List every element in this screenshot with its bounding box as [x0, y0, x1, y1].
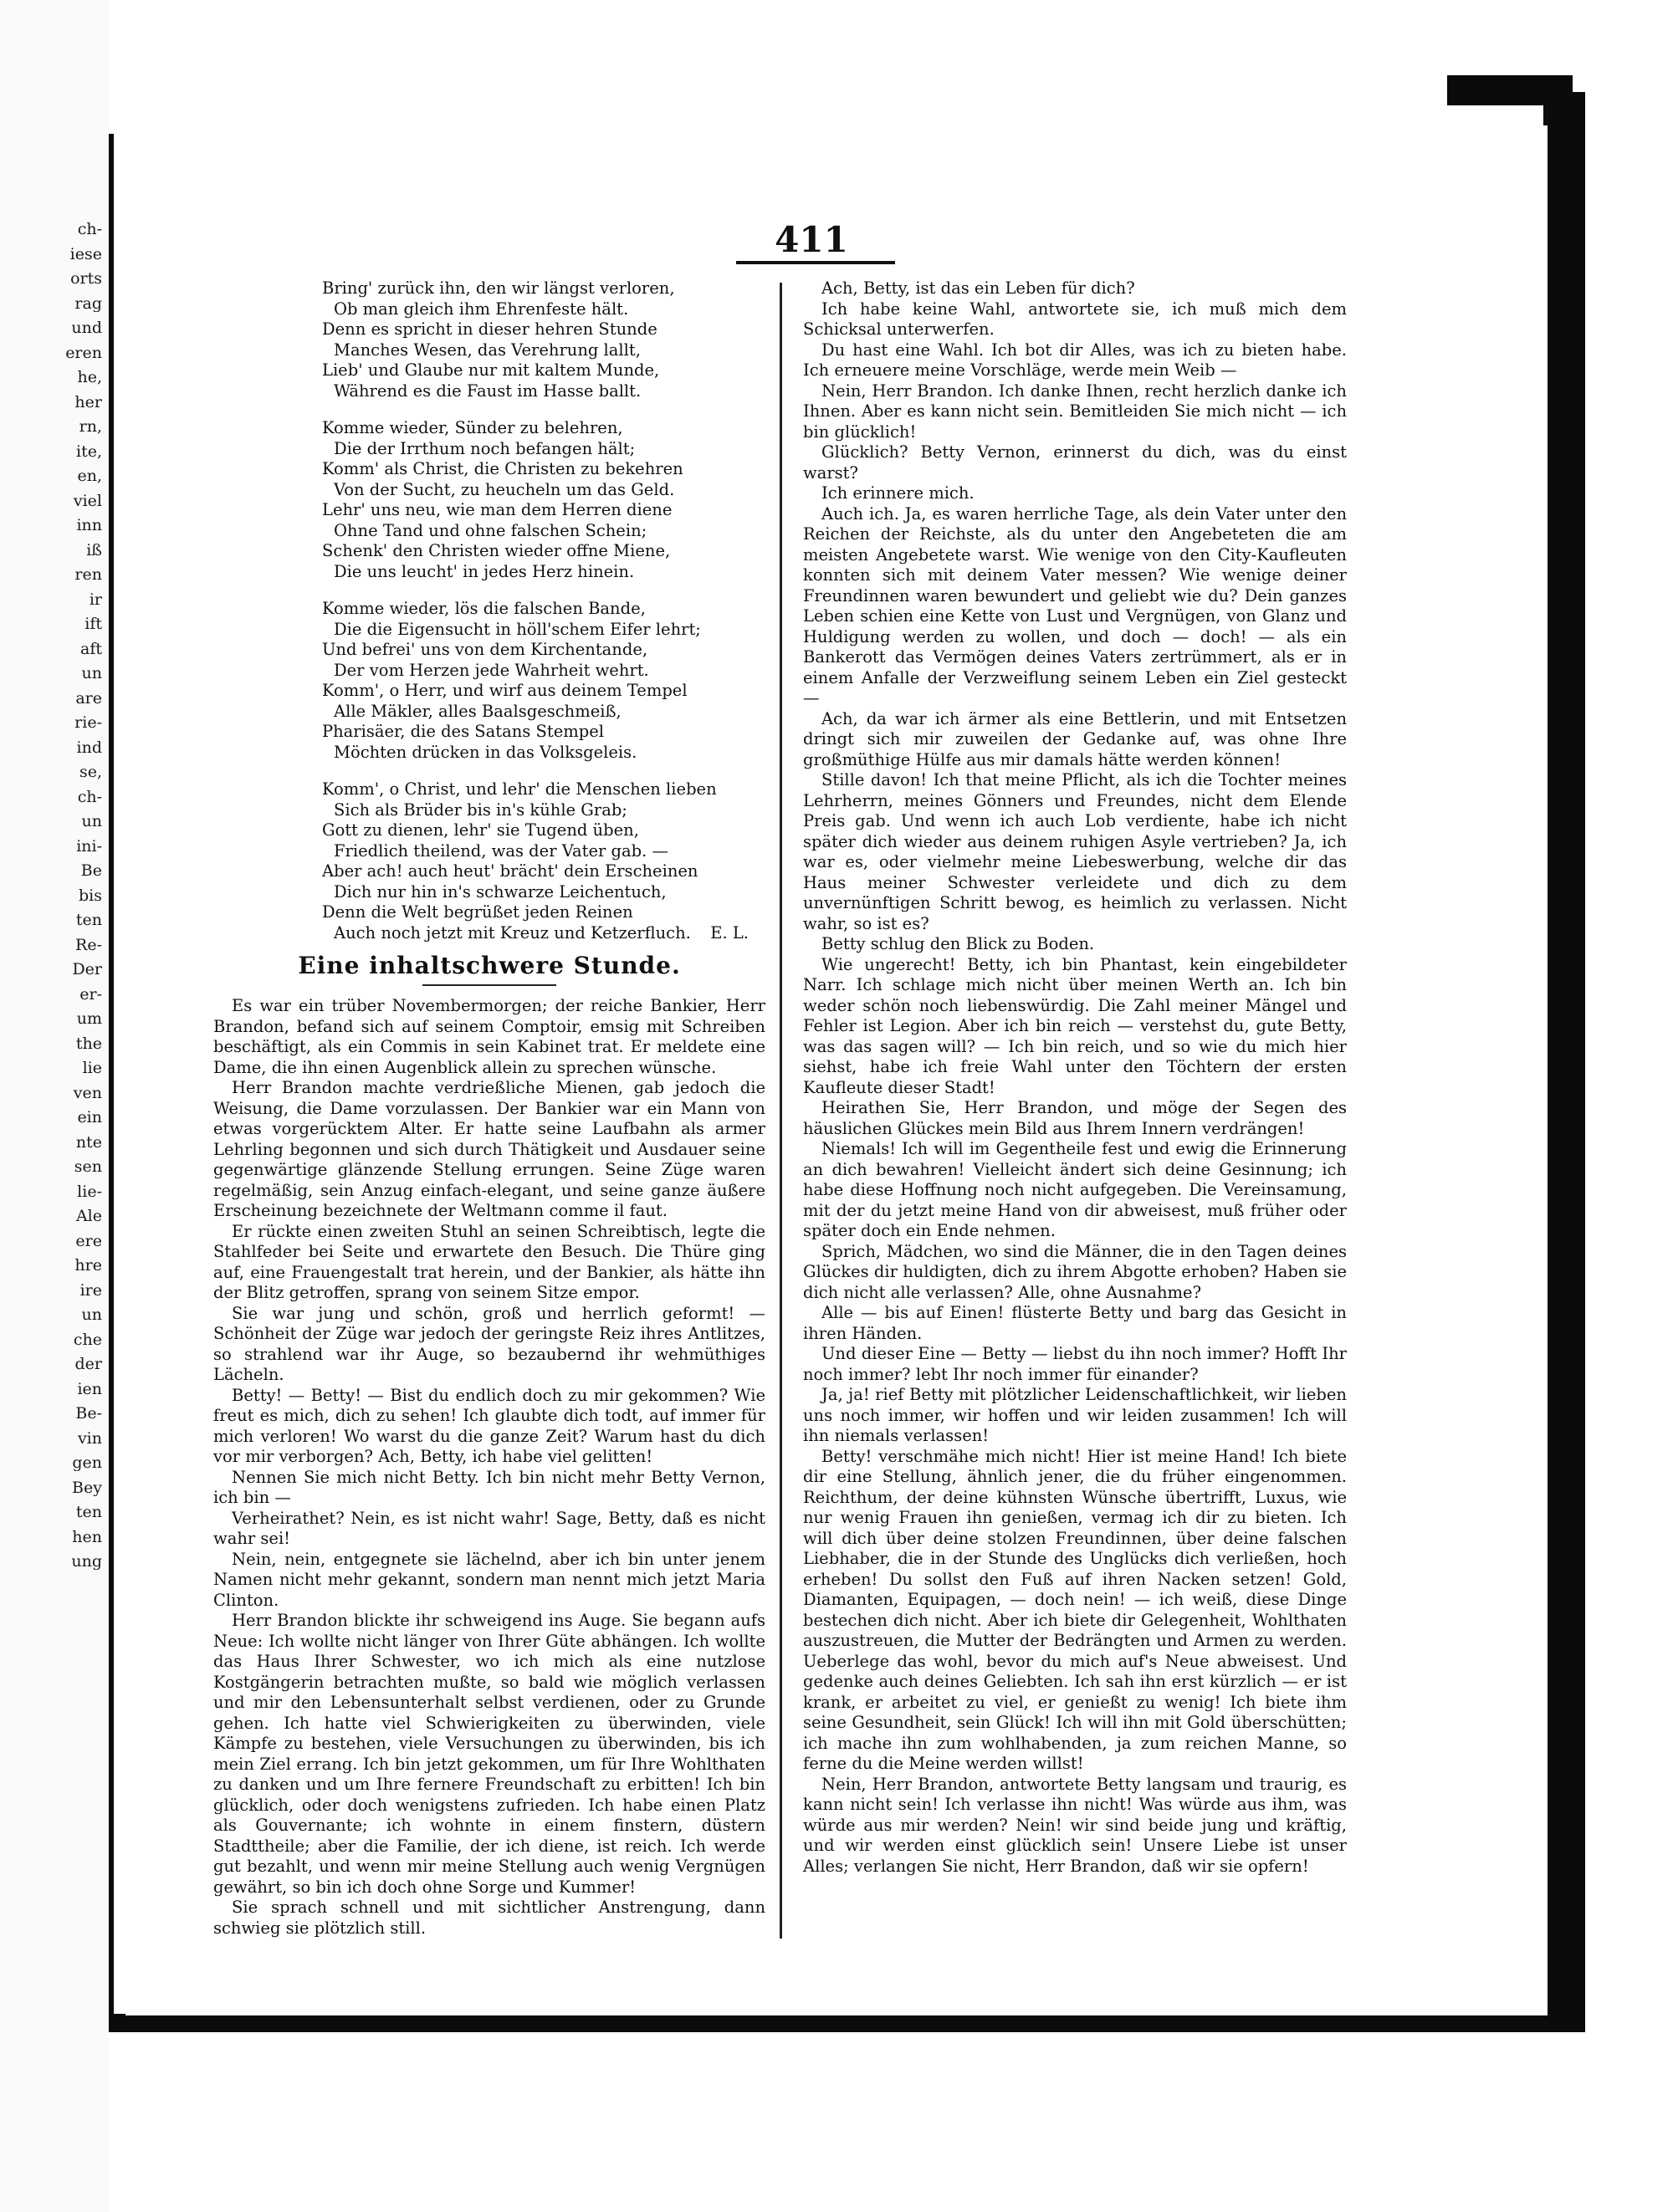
prev-page-fragment: un — [81, 666, 102, 682]
story-title: Eine inhaltschwere Stunde. — [298, 951, 681, 979]
story-paragraph: Ja, ja! rief Betty mit plötzlicher Leidenschaftlichkeit, wir lieben uns noch immer, wir hoffen und wir leiden zusammen! Ich will ihn niemals verlassen! — [803, 1385, 1347, 1445]
poem-line: Möchten drücken in das Volksgeleis. — [334, 742, 637, 762]
poem-line: Komme wieder, lös die falschen Bande, — [322, 599, 646, 618]
story-paragraph: Nein, Herr Brandon, antwortete Betty langsam und traurig, es kann nicht sein! Ich verlasse ihn nicht! Was würde aus ihm, was würde aus mir werden? Nein! wir sind beide jung und kräftig, und wir werden einst glücklich sein! Unsere Liebe ist unser Alles; verlangen Sie nicht, Herr Brandon, daß wir sie opfern! — [803, 1774, 1347, 1876]
poem-line: Schenk' den Christen wieder offne Miene, — [322, 541, 671, 560]
story-paragraph: Niemals! Ich will im Gegentheile fest und ewig die Erinnerung an dich bewahren! Vielleicht ändert sich deine Gesinnung; ich habe diese Hoffnung noch nicht aufgegeben. Die Vereinsamung, mit der du jetzt meine Hand von dir abweisest, muß früher oder später doch ein Ende nehmen. — [803, 1139, 1347, 1240]
poem-line: Von der Sucht, zu heucheln um das Geld. — [334, 479, 675, 499]
poem-line: Lehr' uns neu, wie man dem Herren diene — [322, 500, 673, 519]
page-number: 411 — [775, 219, 848, 260]
prev-page-fragment: ten — [75, 912, 102, 928]
prev-page-fragment: hen — [72, 1529, 102, 1545]
prev-page-fragment: inn — [76, 518, 102, 534]
prev-page-fragment: ind — [76, 739, 102, 756]
prev-page-fragment: ien — [77, 1381, 102, 1397]
story-paragraph: Sie sprach schnell und mit sichtlicher Anstrengung, dann schwieg sie plötzlich still. — [213, 1898, 765, 1938]
story-paragraph: Alle — bis auf Einen! flüsterte Betty und barg das Gesicht in ihren Händen. — [803, 1303, 1347, 1343]
prev-page-fragment: ini- — [76, 838, 102, 855]
story-paragraph: Stille davon! Ich that meine Pflicht, als ich die Tochter meines Lehrherrn, meines Gönners und Freundes, nicht dem Elende Preis gab. Und wenn ich auch Lob verdiente, habe ich nicht später dich wieder aus deinem ruhigen Asyle vertrieben? Ja, ich war es, oder vielmehr meine Liebeswerbung, welche dir das Haus meiner Schwester verleidete und dich zu dem unvernünftigen Schritt bewog, es heimlich zu verlassen. Nicht wahr, so ist es? — [803, 770, 1347, 933]
poem-stanza — [322, 418, 724, 582]
prev-page-fragment: vin — [77, 1430, 102, 1447]
previous-page-edge — [0, 0, 109, 2212]
story-paragraph: Ich habe keine Wahl, antwortete sie, ich muß mich dem Schicksal unterwerfen. — [803, 299, 1347, 339]
poem-line: Sich als Brüder bis in's kühle Grab; — [334, 799, 627, 820]
prev-page-fragment: iese — [69, 246, 102, 263]
prev-page-fragment: er- — [79, 986, 102, 1003]
prev-page-fragment: nte — [75, 1134, 102, 1151]
poem-line: Die die Eigensucht in höll'schem Eifer lehrt; — [334, 619, 701, 639]
story-paragraph: Nennen Sie mich nicht Betty. Ich bin nicht mehr Betty Vernon, ich bin — — [213, 1467, 765, 1507]
poem-signature: E. L. — [710, 923, 749, 943]
poem-line: Während es die Faust im Hasse ballt. — [334, 381, 642, 401]
prev-page-fragment: ir — [89, 591, 102, 608]
poem-stanza — [322, 779, 724, 943]
prev-page-fragment: Be- — [75, 1406, 102, 1422]
prev-page-fragment: und — [71, 320, 102, 336]
story-paragraph: Wie ungerecht! Betty, ich bin Phantast, kein eingebildeter Narr. Ich schlage mich nicht über meinen Werth an. Ich bin weder schön noch liebenswürdig. Die Zahl meiner Mängel und Fehler ist Legion. Aber ich bin reich — verstehst du, gute Betty, was das sagen will? — Ich bin reich, und so wie du mich hier siehst, habe ich freie Wahl unter den Töchtern der ersten Kaufleute dieser Stadt! — [803, 954, 1347, 1097]
prev-page-fragment: en, — [77, 468, 102, 484]
poem-line: Ob man gleich ihm Ehrenfeste hält. — [334, 299, 629, 319]
story-paragraph: Sie war jung und schön, groß und herrlich geformt! — Schönheit der Züge war jedoch der geringste Reiz ihres Antlitzes, so strahlend war ihr Auge, so bezaubernd ihr wehmüthiges Lächeln. — [213, 1303, 765, 1384]
prev-page-fragment: ven — [73, 1085, 102, 1101]
poem-line: Komm' als Christ, die Christen zu bekehren — [322, 459, 683, 478]
story-paragraph: Er rückte einen zweiten Stuhl an seinen Schreibtisch, legte die Stahlfeder bei Seite und erwartete den Besuch. Die Thüre ging auf, eine Frauengestalt trat herein, und der Bankier, als hätte ihn der Blitz getroffen, sprang von seinem Sitze empor. — [213, 1221, 765, 1302]
poem-line: Lieb' und Glaube nur mit kaltem Munde, — [322, 360, 660, 380]
prev-page-fragment: ite, — [76, 443, 102, 460]
prev-page-fragment: ire — [79, 1282, 102, 1299]
prev-page-fragment: lie — [82, 1060, 102, 1076]
scan-border-bottom — [109, 2014, 1581, 2032]
poem-line: Der vom Herzen jede Wahrheit wehrt. — [334, 660, 649, 680]
prev-page-fragment: gen — [72, 1455, 102, 1471]
prev-page-fragment: rn, — [79, 419, 102, 435]
story-paragraph: Sprich, Mädchen, wo sind die Männer, die in den Tagen deines Glückes dir huldigten, dich zu ihrem Abgotte erhoben? Haben sie dich nicht alle verlassen? Alle, ohne Ausnahme? — [803, 1241, 1347, 1302]
prev-page-fragment: se, — [79, 764, 102, 780]
poem-line: Auch noch jetzt mit Kreuz und Ketzerfluch. — [334, 922, 691, 943]
poem-line: Alle Mäkler, alles Baalsgeschmeiß, — [334, 701, 622, 721]
story-paragraph: Heirathen Sie, Herr Brandon, und möge der Segen des häuslichen Glückes mein Bild aus Ihrem Innern verdrängen! — [803, 1098, 1347, 1138]
poem-line: Manches Wesen, das Verehrung lallt, — [334, 340, 641, 360]
poem — [322, 278, 724, 943]
prev-page-fragment: ere — [75, 1233, 102, 1249]
prev-page-fragment: ung — [71, 1554, 102, 1570]
poem-line: Ohne Tand und ohne falschen Schein; — [334, 520, 647, 540]
prev-page-fragment: ch- — [77, 789, 102, 805]
story-paragraph: Betty! verschmähe mich nicht! Hier ist meine Hand! Ich biete dir eine Stellung, ähnlich jener, die du früher eingenommen. Reichthum, der deine kühnsten Wünsche übertrifft, Luxus, wie nur wenig Frauen ihn genießen, vermag ich dir zu bieten. Ich will dich über deine stolzen Freundinnen, über deine falschen Liebhaber, die in der Stunde des Unglücks dich verließen, hoch erheben! Du sollst den Fuß auf ihren Nacken setzen! Gold, Diamanten, Equipagen, — doch nein! — ich weiß, diese Dinge bestechen dich nicht. Aber ich biete dir Gelegenheit, Wohlthaten auszustreuen, die Mutter der Bedrängten und Armen zu werden. Ueberlege das wohl, bevor du mich auf's Neue abweisest. Und gedenke auch deines Geliebten. Ich sah ihn erst kürzlich — er ist krank, er arbeitet zu viel, er genießt zu wenig! Ich biete ihm seine Gesundheit, sein Glück! Ich will ihn mit Gold überschütten; ich mache ihn zum wohlhabenden, ja zum reichen Manne, so ferne du die Meine werden willst! — [803, 1446, 1347, 1773]
prev-page-fragment: Re- — [75, 937, 102, 953]
poem-line: Gott zu dienen, lehr' sie Tugend üben, — [322, 820, 639, 840]
poem-line: Die der Irrthum noch befangen hält; — [334, 438, 636, 458]
story-paragraph: Glücklich? Betty Vernon, erinnerst du dich, was du einst warst? — [803, 442, 1347, 483]
prev-page-fragment: iß — [86, 542, 102, 559]
prev-page-fragment: un — [81, 1307, 102, 1323]
poem-line: Komme wieder, Sünder zu belehren, — [322, 418, 623, 437]
prev-page-fragment: der — [74, 1356, 102, 1372]
prev-page-fragment: the — [75, 1035, 102, 1052]
prev-page-fragment: viel — [73, 493, 102, 509]
poem-line: Dich nur hin in's schwarze Leichentuch, — [334, 881, 667, 902]
story-paragraph: Nein, Herr Brandon. Ich danke Ihnen, recht herzlich danke ich Ihnen. Aber es kann nicht sein. Bemitleiden Sie mich nicht — ich bin glücklich! — [803, 381, 1347, 442]
poem-line: Denn die Welt begrüßet jeden Reinen — [322, 902, 633, 922]
prev-page-fragment: un — [81, 814, 102, 830]
story-right-body — [803, 278, 1347, 1877]
prev-page-fragment: are — [75, 690, 102, 707]
left-column — [213, 278, 765, 1939]
prev-page-fragment: orts — [70, 271, 102, 287]
story-left-body — [213, 996, 765, 1939]
prev-page-fragment: Bey — [72, 1479, 102, 1496]
story-paragraph: Nein, nein, entgegnete sie lächelnd, aber ich bin unter jenem Namen nicht mehr gekannt, sondern man nennt mich jetzt Maria Clinton. — [213, 1549, 765, 1610]
poem-line: Und befrei' uns von dem Kirchentande, — [322, 640, 648, 659]
prev-page-fragment: eren — [65, 345, 102, 361]
poem-line: Die uns leucht' in jedes Herz hinein. — [334, 561, 635, 581]
story-title-rule — [422, 984, 556, 986]
prev-page-fragment: hre — [74, 1258, 102, 1274]
prev-page-fragment: her — [74, 394, 102, 411]
story-paragraph: Du hast eine Wahl. Ich bot dir Alles, was ich zu bieten habe. Ich erneuere meine Vorschläge, werde mein Weib — — [803, 340, 1347, 380]
prev-page-fragment: Der — [72, 962, 102, 978]
story-paragraph: Auch ich. Ja, es waren herrliche Tage, als dein Vater unter den Reichen der Reichste, als du unter den Angebeteten die am meisten Angebetete warst. Wie wenige von den City-Kaufleuten konnten sich mit deinem Vater messen? Wie wenige deiner Freundinnen waren bewundert und geliebt wie du? Dein ganzes Leben schien eine Kette von Lust und Vergnügen, von Glanz und Huldigung werden zu wollen, und doch — doch! — als ein Bankerott das Vermögen deines Vaters zertrümmert, als er in einem Anfalle der Verzweiflung seinem Leben ein Ziel gesteckt — — [803, 503, 1347, 708]
story-paragraph: Es war ein trüber Novembermorgen; der reiche Bankier, Herr Brandon, befand sich auf seinem Comptoir, emsig mit Schreiben beschäftigt, als ein Commis in sein Kabinet trat. Er meldete eine Dame, die ihn einen Augenblick allein zu sprechen wünsche. — [213, 996, 765, 1077]
prev-page-fragment: bis — [79, 887, 102, 904]
prev-page-fragment: lie- — [77, 1183, 102, 1200]
story-paragraph: Ach, Betty, ist das ein Leben für dich? — [821, 278, 1135, 298]
story-paragraph: Herr Brandon blickte ihr schweigend ins Auge. Sie begann aufs Neue: Ich wollte nicht länger von Ihrer Güte abhängen. Ich wollte das Haus Ihrer Schwester, wo ich mich als eine nutzlose Kostgängerin betrachten mußte, so bald wie möglich verlassen und mir den Lebensunterhalt selbst verdienen, oder zu Grunde gehen. Ich hatte viel Schwierigkeiten zu überwinden, viele Kämpfe zu bestehen, viele Versuchungen zu überwinden, bis ich mein Ziel errang. Ich bin jetzt gekommen, um für Ihre Wohlthaten zu danken und um Ihre fernere Freundschaft zu erbitten! Ich bin glücklich, oder doch wenigstens zufrieden. Ich habe einen Platz als Gouvernante; ich wohnte in einem finstern, düstern Stadttheile; aber die Familie, der ich diene, ist reich. Ich werde gut bezahlt, und wenn mir meine Stellung auch wenig Vergnügen gewährt, so bin ich doch ohne Sorge und Kummer! — [213, 1611, 765, 1897]
page-number-rule — [736, 261, 895, 264]
poem-stanza — [322, 278, 724, 401]
story-paragraph: Betty schlug den Blick zu Boden. — [821, 934, 1095, 953]
prev-page-fragment: rag — [74, 295, 102, 312]
prev-page-fragment: ren — [74, 567, 102, 583]
column-divider — [780, 283, 782, 1939]
story-paragraph: Ach, da war ich ärmer als eine Bettlerin, und mit Entsetzen dringt sich mir zuweilen der Gedanke auf, was ohne Ihre großmüthige Hülfe aus mir damals hätte werden können! — [803, 708, 1347, 769]
scan-border-right — [1543, 92, 1585, 2032]
poem-line: Denn es spricht in dieser hehren Stunde — [322, 319, 657, 339]
poem-line: Pharisäer, die des Satans Stempel — [322, 722, 604, 741]
prev-page-fragment: Ale — [75, 1208, 102, 1224]
prev-page-fragment: ein — [77, 1110, 102, 1126]
prev-page-fragment: che — [73, 1331, 102, 1348]
prev-page-fragment: sen — [74, 1159, 102, 1175]
story-paragraph: Und dieser Eine — Betty — liebst du ihn noch immer? Hofft Ihr noch immer? lebt Ihr noch immer für einander? — [803, 1344, 1347, 1384]
prev-page-fragment: ift — [84, 616, 102, 632]
prev-page-fragment: ch- — [77, 222, 102, 238]
poem-line: Bring' zurück ihn, den wir längst verloren, — [322, 278, 675, 298]
story-paragraph: Verheirathet? Nein, es ist nicht wahr! Sage, Betty, daß es nicht wahr sei! — [213, 1508, 765, 1548]
poem-line: Komm', o Christ, und lehr' die Menschen lieben — [322, 779, 717, 799]
poem-line: Komm', o Herr, und wirf aus deinem Tempel — [322, 681, 688, 700]
prev-page-fragment: um — [76, 1011, 102, 1027]
poem-line: Friedlich theilend, was der Vater gab. — — [334, 840, 669, 861]
prev-page-fragment: he, — [77, 370, 102, 386]
poem-line: Aber ach! auch heut' brächt' dein Erscheinen — [322, 861, 698, 881]
story-paragraph: Ich erinnere mich. — [821, 483, 975, 503]
prev-page-fragment: aft — [80, 641, 102, 657]
prev-page-fragment: rie- — [74, 715, 102, 731]
poem-stanza — [322, 599, 724, 763]
prev-page-fragment: Be — [80, 863, 102, 879]
story-paragraph: Betty! — Betty! — Bist du endlich doch zu mir gekommen? Wie freut es mich, dich zu sehen! Ich glaubte dich todt, auf immer für mich verloren! Wo warst du die ganze Zeit? Warum hast du dich vor mir verborgen? Ach, Betty, ich habe viel gelitten! — [213, 1385, 765, 1466]
right-column — [803, 278, 1347, 1877]
story-paragraph: Herr Brandon machte verdrießliche Mienen, gab jedoch die Weisung, die Dame vorzulassen. Der Bankier war ein Mann von etwas vorgerücktem Alter. Er hatte seine Laufbahn als armer Lehrling begonnen und sich durch Thätigkeit und Ausdauer seine gegenwärtige glänzende Stellung errungen. Seine Züge waren regelmäßig, sein Anzug einfach-elegant, und seine ganze äußere Erscheinung bezeichnete der Weltmann comme il faut. — [213, 1078, 765, 1220]
prev-page-fragment: ten — [75, 1504, 102, 1520]
